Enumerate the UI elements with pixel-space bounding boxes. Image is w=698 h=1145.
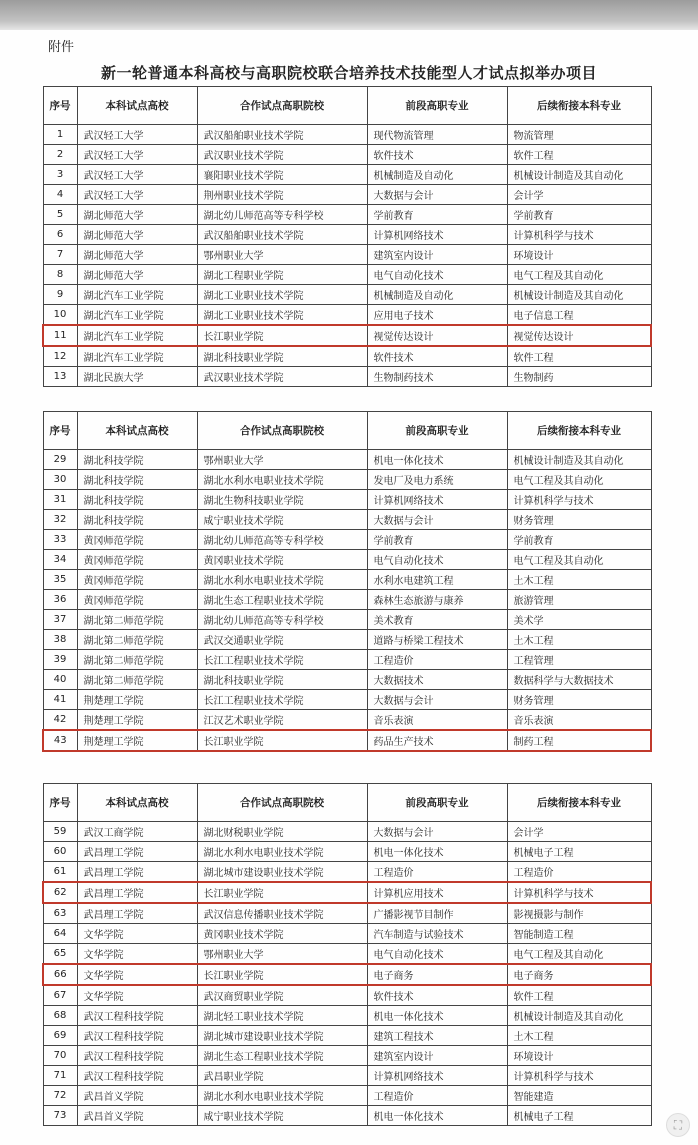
header-col-bachelor-major: 后续衔接本科专业 bbox=[507, 412, 651, 450]
col-no-cell: 64 bbox=[43, 924, 77, 944]
col-no-cell: 63 bbox=[43, 903, 77, 924]
col-vocational-school-cell: 襄阳职业技术学院 bbox=[197, 165, 367, 185]
col-undergrad-school-cell: 湖北师范大学 bbox=[77, 205, 197, 225]
col-no-cell: 13 bbox=[43, 367, 77, 387]
table-row bbox=[43, 450, 651, 470]
col-undergrad-school-cell: 湖北师范大学 bbox=[77, 225, 197, 245]
col-bachelor-major-cell: 生物制药 bbox=[507, 367, 651, 387]
col-no-cell: 11 bbox=[43, 325, 77, 346]
col-vocational-school-cell: 武汉商贸职业学院 bbox=[197, 985, 367, 1006]
col-undergrad-school-cell: 湖北科技学院 bbox=[77, 470, 197, 490]
table-header-row bbox=[43, 784, 651, 822]
col-no-cell: 36 bbox=[43, 590, 77, 610]
col-vocational-school-cell: 鄂州职业大学 bbox=[197, 245, 367, 265]
col-bachelor-major-cell: 机械设计制造及其自动化 bbox=[507, 450, 651, 470]
col-bachelor-major-cell: 旅游管理 bbox=[507, 590, 651, 610]
col-undergrad-school-cell: 荆楚理工学院 bbox=[77, 730, 197, 751]
col-vocational-school-cell: 湖北生物科技职业学院 bbox=[197, 490, 367, 510]
project-table-1 bbox=[42, 86, 652, 387]
col-vocational-school-cell: 湖北幼儿师范高等专科学校 bbox=[197, 205, 367, 225]
col-bachelor-major-cell: 智能制造工程 bbox=[507, 924, 651, 944]
col-vocational-major-cell: 机械制造及自动化 bbox=[367, 285, 507, 305]
table-row bbox=[43, 285, 651, 305]
col-no-cell: 71 bbox=[43, 1066, 77, 1086]
col-no-cell: 8 bbox=[43, 265, 77, 285]
table-row bbox=[43, 670, 651, 690]
col-vocational-major-cell: 生物制药技术 bbox=[367, 367, 507, 387]
col-bachelor-major-cell: 机械电子工程 bbox=[507, 842, 651, 862]
col-bachelor-major-cell: 软件工程 bbox=[507, 145, 651, 165]
col-vocational-major-cell: 电气自动化技术 bbox=[367, 944, 507, 965]
col-no-cell: 59 bbox=[43, 822, 77, 842]
col-vocational-major-cell: 学前教育 bbox=[367, 205, 507, 225]
table-row bbox=[43, 590, 651, 610]
col-undergrad-school-cell: 武昌首义学院 bbox=[77, 1086, 197, 1106]
col-no-cell: 6 bbox=[43, 225, 77, 245]
header-col-no: 序号 bbox=[43, 87, 77, 125]
col-vocational-school-cell: 湖北工业职业技术学院 bbox=[197, 285, 367, 305]
table-row bbox=[43, 125, 651, 145]
col-no-cell: 68 bbox=[43, 1006, 77, 1026]
col-no-cell: 41 bbox=[43, 690, 77, 710]
col-bachelor-major-cell: 工程造价 bbox=[507, 862, 651, 883]
col-bachelor-major-cell: 环境设计 bbox=[507, 245, 651, 265]
header-col-undergrad-school: 本科试点高校 bbox=[77, 87, 197, 125]
col-no-cell: 37 bbox=[43, 610, 77, 630]
col-vocational-major-cell: 计算机网络技术 bbox=[367, 490, 507, 510]
col-bachelor-major-cell: 学前教育 bbox=[507, 205, 651, 225]
col-undergrad-school-cell: 武汉轻工大学 bbox=[77, 165, 197, 185]
col-no-cell: 39 bbox=[43, 650, 77, 670]
header-col-no: 序号 bbox=[43, 412, 77, 450]
header-col-bachelor-major: 后续衔接本科专业 bbox=[507, 87, 651, 125]
col-bachelor-major-cell: 美术学 bbox=[507, 610, 651, 630]
col-bachelor-major-cell: 软件工程 bbox=[507, 346, 651, 367]
header-col-vocational-major: 前段高职专业 bbox=[367, 784, 507, 822]
table-row bbox=[43, 550, 651, 570]
col-undergrad-school-cell: 湖北师范大学 bbox=[77, 265, 197, 285]
col-vocational-major-cell: 计算机网络技术 bbox=[367, 1066, 507, 1086]
col-vocational-school-cell: 咸宁职业技术学院 bbox=[197, 1106, 367, 1126]
col-bachelor-major-cell: 机械设计制造及其自动化 bbox=[507, 285, 651, 305]
col-bachelor-major-cell: 影视摄影与制作 bbox=[507, 903, 651, 924]
col-vocational-school-cell: 鄂州职业大学 bbox=[197, 944, 367, 965]
col-vocational-school-cell: 长江职业学院 bbox=[197, 730, 367, 751]
col-undergrad-school-cell: 湖北汽车工业学院 bbox=[77, 285, 197, 305]
col-vocational-school-cell: 武汉信息传播职业技术学院 bbox=[197, 903, 367, 924]
col-vocational-major-cell: 软件技术 bbox=[367, 985, 507, 1006]
col-no-cell: 5 bbox=[43, 205, 77, 225]
table-row bbox=[43, 165, 651, 185]
table-row bbox=[43, 985, 651, 1006]
col-bachelor-major-cell: 环境设计 bbox=[507, 1046, 651, 1066]
table-row bbox=[43, 367, 651, 387]
table-row-highlighted bbox=[43, 882, 651, 903]
col-undergrad-school-cell: 武昌理工学院 bbox=[77, 862, 197, 883]
col-vocational-school-cell: 湖北工程职业学院 bbox=[197, 265, 367, 285]
header-col-undergrad-school: 本科试点高校 bbox=[77, 784, 197, 822]
col-vocational-major-cell: 大数据与会计 bbox=[367, 510, 507, 530]
col-vocational-major-cell: 大数据与会计 bbox=[367, 690, 507, 710]
col-bachelor-major-cell: 土木工程 bbox=[507, 1026, 651, 1046]
col-undergrad-school-cell: 武昌理工学院 bbox=[77, 903, 197, 924]
col-bachelor-major-cell: 计算机科学与技术 bbox=[507, 882, 651, 903]
table-row bbox=[43, 1006, 651, 1026]
col-bachelor-major-cell: 财务管理 bbox=[507, 690, 651, 710]
col-vocational-major-cell: 建筑工程技术 bbox=[367, 1026, 507, 1046]
col-vocational-school-cell: 武汉船舶职业技术学院 bbox=[197, 125, 367, 145]
col-vocational-major-cell: 广播影视节目制作 bbox=[367, 903, 507, 924]
col-vocational-major-cell: 机械制造及自动化 bbox=[367, 165, 507, 185]
col-vocational-school-cell: 湖北水利水电职业技术学院 bbox=[197, 842, 367, 862]
col-no-cell: 4 bbox=[43, 185, 77, 205]
col-undergrad-school-cell: 湖北汽车工业学院 bbox=[77, 346, 197, 367]
col-vocational-school-cell: 长江职业学院 bbox=[197, 882, 367, 903]
col-vocational-major-cell: 机电一体化技术 bbox=[367, 842, 507, 862]
col-no-cell: 70 bbox=[43, 1046, 77, 1066]
col-no-cell: 9 bbox=[43, 285, 77, 305]
col-undergrad-school-cell: 武汉轻工大学 bbox=[77, 185, 197, 205]
table-row bbox=[43, 530, 651, 550]
table-row bbox=[43, 1086, 651, 1106]
header-col-undergrad-school: 本科试点高校 bbox=[77, 412, 197, 450]
col-vocational-school-cell: 长江工程职业技术学院 bbox=[197, 690, 367, 710]
col-no-cell: 12 bbox=[43, 346, 77, 367]
table-row bbox=[43, 510, 651, 530]
col-undergrad-school-cell: 荆楚理工学院 bbox=[77, 710, 197, 731]
col-bachelor-major-cell: 电子商务 bbox=[507, 964, 651, 985]
table-row bbox=[43, 650, 651, 670]
table-row bbox=[43, 1046, 651, 1066]
col-undergrad-school-cell: 武汉工商学院 bbox=[77, 822, 197, 842]
col-bachelor-major-cell: 财务管理 bbox=[507, 510, 651, 530]
col-undergrad-school-cell: 湖北第二师范学院 bbox=[77, 630, 197, 650]
col-vocational-school-cell: 荆州职业技术学院 bbox=[197, 185, 367, 205]
header-col-no: 序号 bbox=[43, 784, 77, 822]
table-row bbox=[43, 470, 651, 490]
col-bachelor-major-cell: 土木工程 bbox=[507, 570, 651, 590]
col-no-cell: 38 bbox=[43, 630, 77, 650]
col-bachelor-major-cell: 会计学 bbox=[507, 822, 651, 842]
col-vocational-school-cell: 湖北水利水电职业技术学院 bbox=[197, 1086, 367, 1106]
header-col-bachelor-major: 后续衔接本科专业 bbox=[507, 784, 651, 822]
col-undergrad-school-cell: 黄冈师范学院 bbox=[77, 530, 197, 550]
col-undergrad-school-cell: 文华学院 bbox=[77, 964, 197, 985]
col-vocational-major-cell: 大数据与会计 bbox=[367, 185, 507, 205]
table-row-highlighted bbox=[43, 325, 651, 346]
col-undergrad-school-cell: 湖北科技学院 bbox=[77, 450, 197, 470]
col-bachelor-major-cell: 物流管理 bbox=[507, 125, 651, 145]
col-no-cell: 73 bbox=[43, 1106, 77, 1126]
col-vocational-school-cell: 武汉船舶职业技术学院 bbox=[197, 225, 367, 245]
col-undergrad-school-cell: 黄冈师范学院 bbox=[77, 550, 197, 570]
col-bachelor-major-cell: 软件工程 bbox=[507, 985, 651, 1006]
col-no-cell: 29 bbox=[43, 450, 77, 470]
col-no-cell: 60 bbox=[43, 842, 77, 862]
col-bachelor-major-cell: 制药工程 bbox=[507, 730, 651, 751]
col-vocational-major-cell: 电气自动化技术 bbox=[367, 265, 507, 285]
col-vocational-major-cell: 机电一体化技术 bbox=[367, 450, 507, 470]
col-undergrad-school-cell: 湖北第二师范学院 bbox=[77, 650, 197, 670]
col-no-cell: 66 bbox=[43, 964, 77, 985]
col-bachelor-major-cell: 机械电子工程 bbox=[507, 1106, 651, 1126]
col-undergrad-school-cell: 湖北科技学院 bbox=[77, 490, 197, 510]
table-row bbox=[43, 570, 651, 590]
col-undergrad-school-cell: 湖北汽车工业学院 bbox=[77, 325, 197, 346]
col-no-cell: 10 bbox=[43, 305, 77, 326]
table-row bbox=[43, 610, 651, 630]
table-row bbox=[43, 1106, 651, 1126]
col-vocational-school-cell: 湖北生态工程职业技术学院 bbox=[197, 1046, 367, 1066]
col-vocational-school-cell: 江汉艺术职业学院 bbox=[197, 710, 367, 731]
col-vocational-major-cell: 工程造价 bbox=[367, 1086, 507, 1106]
table-row-highlighted bbox=[43, 730, 651, 751]
col-vocational-school-cell: 武汉交通职业学院 bbox=[197, 630, 367, 650]
table-row bbox=[43, 490, 651, 510]
col-no-cell: 62 bbox=[43, 882, 77, 903]
table-row bbox=[43, 842, 651, 862]
header-col-vocational-major: 前段高职专业 bbox=[367, 87, 507, 125]
table-row bbox=[43, 822, 651, 842]
col-vocational-major-cell: 电子商务 bbox=[367, 964, 507, 985]
col-no-cell: 69 bbox=[43, 1026, 77, 1046]
col-vocational-major-cell: 机电一体化技术 bbox=[367, 1006, 507, 1026]
table-row bbox=[43, 710, 651, 731]
col-vocational-school-cell: 湖北科技职业学院 bbox=[197, 346, 367, 367]
header-col-vocational-school: 合作试点高职院校 bbox=[197, 87, 367, 125]
project-table-2 bbox=[42, 411, 652, 752]
col-undergrad-school-cell: 黄冈师范学院 bbox=[77, 570, 197, 590]
col-vocational-major-cell: 机电一体化技术 bbox=[367, 1106, 507, 1126]
table-row bbox=[43, 690, 651, 710]
col-undergrad-school-cell: 黄冈师范学院 bbox=[77, 590, 197, 610]
table-row bbox=[43, 944, 651, 965]
col-vocational-major-cell: 工程造价 bbox=[367, 862, 507, 883]
col-undergrad-school-cell: 文华学院 bbox=[77, 985, 197, 1006]
col-no-cell: 31 bbox=[43, 490, 77, 510]
col-bachelor-major-cell: 会计学 bbox=[507, 185, 651, 205]
col-no-cell: 2 bbox=[43, 145, 77, 165]
col-no-cell: 61 bbox=[43, 862, 77, 883]
col-undergrad-school-cell: 文华学院 bbox=[77, 924, 197, 944]
col-no-cell: 32 bbox=[43, 510, 77, 530]
col-vocational-major-cell: 建筑室内设计 bbox=[367, 245, 507, 265]
col-vocational-school-cell: 长江职业学院 bbox=[197, 325, 367, 346]
table-row bbox=[43, 903, 651, 924]
col-no-cell: 30 bbox=[43, 470, 77, 490]
col-vocational-school-cell: 长江工程职业技术学院 bbox=[197, 650, 367, 670]
col-vocational-major-cell: 应用电子技术 bbox=[367, 305, 507, 326]
col-vocational-school-cell: 湖北科技职业学院 bbox=[197, 670, 367, 690]
col-vocational-major-cell: 药品生产技术 bbox=[367, 730, 507, 751]
col-vocational-school-cell: 武昌职业学院 bbox=[197, 1066, 367, 1086]
document-title: 新一轮普通本科高校与高职院校联合培养技术技能型人才试点拟举办项目 bbox=[100, 64, 597, 82]
table-row bbox=[43, 924, 651, 944]
col-vocational-school-cell: 湖北城市建设职业技术学院 bbox=[197, 862, 367, 883]
col-bachelor-major-cell: 机械设计制造及其自动化 bbox=[507, 165, 651, 185]
table-row-highlighted bbox=[43, 964, 651, 985]
col-bachelor-major-cell: 音乐表演 bbox=[507, 710, 651, 731]
table-row bbox=[43, 1026, 651, 1046]
col-undergrad-school-cell: 武汉轻工大学 bbox=[77, 145, 197, 165]
table-header-row bbox=[43, 412, 651, 450]
header-col-vocational-school: 合作试点高职院校 bbox=[197, 784, 367, 822]
col-no-cell: 40 bbox=[43, 670, 77, 690]
col-vocational-major-cell: 大数据技术 bbox=[367, 670, 507, 690]
table-row bbox=[43, 265, 651, 285]
col-vocational-major-cell: 计算机网络技术 bbox=[367, 225, 507, 245]
col-vocational-school-cell: 湖北幼儿师范高等专科学校 bbox=[197, 530, 367, 550]
col-vocational-school-cell: 黄冈职业技术学院 bbox=[197, 550, 367, 570]
col-bachelor-major-cell: 数据科学与大数据技术 bbox=[507, 670, 651, 690]
col-no-cell: 33 bbox=[43, 530, 77, 550]
col-vocational-major-cell: 计算机应用技术 bbox=[367, 882, 507, 903]
col-vocational-major-cell: 汽车制造与试验技术 bbox=[367, 924, 507, 944]
col-vocational-school-cell: 长江职业学院 bbox=[197, 964, 367, 985]
col-vocational-school-cell: 湖北水利水电职业技术学院 bbox=[197, 570, 367, 590]
col-vocational-major-cell: 大数据与会计 bbox=[367, 822, 507, 842]
col-bachelor-major-cell: 电气工程及其自动化 bbox=[507, 265, 651, 285]
col-bachelor-major-cell: 工程管理 bbox=[507, 650, 651, 670]
col-undergrad-school-cell: 武汉工程科技学院 bbox=[77, 1066, 197, 1086]
attachment-label: 附件 bbox=[48, 40, 75, 55]
col-bachelor-major-cell: 土木工程 bbox=[507, 630, 651, 650]
col-bachelor-major-cell: 电气工程及其自动化 bbox=[507, 470, 651, 490]
col-no-cell: 7 bbox=[43, 245, 77, 265]
col-undergrad-school-cell: 武昌理工学院 bbox=[77, 842, 197, 862]
col-vocational-school-cell: 武汉职业技术学院 bbox=[197, 367, 367, 387]
expand-icon[interactable]: ⛶ bbox=[666, 1113, 690, 1137]
col-vocational-major-cell: 森林生态旅游与康养 bbox=[367, 590, 507, 610]
col-undergrad-school-cell: 文华学院 bbox=[77, 944, 197, 965]
col-undergrad-school-cell: 湖北第二师范学院 bbox=[77, 610, 197, 630]
col-vocational-major-cell: 水利水电建筑工程 bbox=[367, 570, 507, 590]
col-vocational-major-cell: 工程造价 bbox=[367, 650, 507, 670]
col-vocational-school-cell: 黄冈职业技术学院 bbox=[197, 924, 367, 944]
col-no-cell: 1 bbox=[43, 125, 77, 145]
col-undergrad-school-cell: 武昌首义学院 bbox=[77, 1106, 197, 1126]
col-vocational-school-cell: 湖北轻工职业技术学院 bbox=[197, 1006, 367, 1026]
table-row bbox=[43, 862, 651, 883]
col-undergrad-school-cell: 武汉工程科技学院 bbox=[77, 1006, 197, 1026]
col-vocational-school-cell: 湖北水利水电职业技术学院 bbox=[197, 470, 367, 490]
col-undergrad-school-cell: 武汉轻工大学 bbox=[77, 125, 197, 145]
col-bachelor-major-cell: 智能建造 bbox=[507, 1086, 651, 1106]
col-undergrad-school-cell: 荆楚理工学院 bbox=[77, 690, 197, 710]
col-vocational-major-cell: 现代物流管理 bbox=[367, 125, 507, 145]
col-undergrad-school-cell: 武汉工程科技学院 bbox=[77, 1026, 197, 1046]
col-vocational-school-cell: 湖北财税职业学院 bbox=[197, 822, 367, 842]
table-row bbox=[43, 225, 651, 245]
col-vocational-school-cell: 湖北幼儿师范高等专科学校 bbox=[197, 610, 367, 630]
col-no-cell: 72 bbox=[43, 1086, 77, 1106]
col-vocational-school-cell: 湖北生态工程职业技术学院 bbox=[197, 590, 367, 610]
table-row bbox=[43, 1066, 651, 1086]
table-row bbox=[43, 205, 651, 225]
col-undergrad-school-cell: 湖北科技学院 bbox=[77, 510, 197, 530]
col-bachelor-major-cell: 电气工程及其自动化 bbox=[507, 944, 651, 965]
col-bachelor-major-cell: 计算机科学与技术 bbox=[507, 225, 651, 245]
col-vocational-major-cell: 学前教育 bbox=[367, 530, 507, 550]
table-row bbox=[43, 305, 651, 326]
col-bachelor-major-cell: 计算机科学与技术 bbox=[507, 490, 651, 510]
col-vocational-school-cell: 武汉职业技术学院 bbox=[197, 145, 367, 165]
table-row bbox=[43, 245, 651, 265]
col-vocational-major-cell: 建筑室内设计 bbox=[367, 1046, 507, 1066]
col-bachelor-major-cell: 视觉传达设计 bbox=[507, 325, 651, 346]
col-bachelor-major-cell: 电子信息工程 bbox=[507, 305, 651, 326]
col-undergrad-school-cell: 湖北师范大学 bbox=[77, 245, 197, 265]
col-no-cell: 65 bbox=[43, 944, 77, 965]
col-vocational-major-cell: 视觉传达设计 bbox=[367, 325, 507, 346]
table-row bbox=[43, 630, 651, 650]
col-bachelor-major-cell: 机械设计制造及其自动化 bbox=[507, 1006, 651, 1026]
col-vocational-major-cell: 软件技术 bbox=[367, 346, 507, 367]
col-vocational-major-cell: 道路与桥梁工程技术 bbox=[367, 630, 507, 650]
col-no-cell: 43 bbox=[43, 730, 77, 751]
col-no-cell: 35 bbox=[43, 570, 77, 590]
col-vocational-school-cell: 湖北工业职业技术学院 bbox=[197, 305, 367, 326]
col-undergrad-school-cell: 武汉工程科技学院 bbox=[77, 1046, 197, 1066]
col-undergrad-school-cell: 湖北民族大学 bbox=[77, 367, 197, 387]
col-undergrad-school-cell: 武昌理工学院 bbox=[77, 882, 197, 903]
col-no-cell: 34 bbox=[43, 550, 77, 570]
table-row bbox=[43, 145, 651, 165]
col-undergrad-school-cell: 湖北汽车工业学院 bbox=[77, 305, 197, 326]
col-vocational-school-cell: 咸宁职业技术学院 bbox=[197, 510, 367, 530]
col-bachelor-major-cell: 电气工程及其自动化 bbox=[507, 550, 651, 570]
header-col-vocational-school: 合作试点高职院校 bbox=[197, 412, 367, 450]
table-header-row bbox=[43, 87, 651, 125]
project-table-3 bbox=[42, 783, 652, 1126]
col-no-cell: 3 bbox=[43, 165, 77, 185]
table-row bbox=[43, 346, 651, 367]
col-bachelor-major-cell: 计算机科学与技术 bbox=[507, 1066, 651, 1086]
col-vocational-major-cell: 软件技术 bbox=[367, 145, 507, 165]
col-vocational-major-cell: 电气自动化技术 bbox=[367, 550, 507, 570]
col-vocational-school-cell: 鄂州职业大学 bbox=[197, 450, 367, 470]
header-col-vocational-major: 前段高职专业 bbox=[367, 412, 507, 450]
col-no-cell: 67 bbox=[43, 985, 77, 1006]
scroll-top-bar bbox=[0, 0, 698, 30]
col-vocational-major-cell: 美术教育 bbox=[367, 610, 507, 630]
col-no-cell: 42 bbox=[43, 710, 77, 731]
col-vocational-major-cell: 音乐表演 bbox=[367, 710, 507, 731]
col-undergrad-school-cell: 湖北第二师范学院 bbox=[77, 670, 197, 690]
col-vocational-school-cell: 湖北城市建设职业技术学院 bbox=[197, 1026, 367, 1046]
table-row bbox=[43, 185, 651, 205]
col-vocational-major-cell: 发电厂及电力系统 bbox=[367, 470, 507, 490]
col-bachelor-major-cell: 学前教育 bbox=[507, 530, 651, 550]
